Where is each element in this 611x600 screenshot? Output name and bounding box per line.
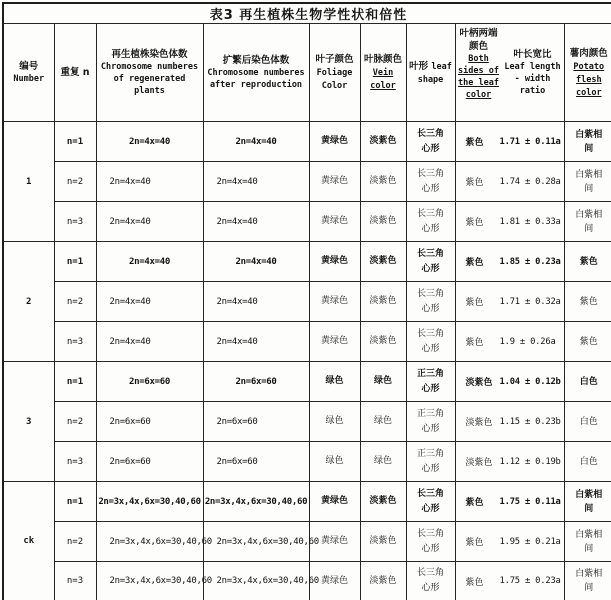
vein-color-cell: 淡紫色: [360, 482, 406, 522]
petiole-ratio-cell: [455, 282, 564, 322]
col-header-ratio-en: Leaf length - width ratio: [504, 62, 561, 96]
regen-chromosome-cell: 2n=3x,4x,6x=30,40,60: [96, 562, 203, 600]
flesh-color-cell: 白紫相间: [564, 202, 611, 242]
flesh-color-cell: 白色: [564, 362, 611, 402]
col-header-expand-en1: Chromosome numberes: [207, 68, 305, 78]
repeat-cell: n=2: [54, 162, 96, 202]
col-header-regen-chromosome: [96, 24, 203, 122]
expand-chromosome-cell: 2n=3x,4x,6x=30,40,60: [203, 522, 309, 562]
ratio-value: 1.04 ± 0.12b: [499, 376, 561, 387]
regen-chromosome-cell: 2n=4x=40: [96, 202, 203, 242]
regen-chromosome-cell: 2n=6x=60: [96, 402, 203, 442]
petiole-ratio-cell: [455, 562, 564, 600]
regen-chromosome-cell: 2n=6x=60: [96, 442, 203, 482]
table-row: [3, 522, 611, 562]
petiole-ratio-cell: [455, 162, 564, 202]
col-header-repeat-zh: 重复 n: [60, 67, 90, 78]
foliage-color-cell: 黄绿色: [309, 202, 360, 242]
foliage-color-cell: 绿色: [309, 442, 360, 482]
petiole-color-value: 紫色: [465, 258, 484, 268]
col-header-shape-en: leaf shape: [417, 61, 452, 85]
table-row: [3, 402, 611, 442]
table-row: [3, 162, 611, 202]
foliage-color-cell: 黄绿色: [309, 322, 360, 362]
col-header-foliage: [309, 24, 360, 122]
regen-chromosome-cell: 2n=3x,4x,6x=30,40,60: [96, 482, 203, 522]
petiole-ratio-cell: [455, 242, 564, 282]
col-header-number-zh: 编号: [19, 61, 39, 72]
group-id-cell: 3: [3, 362, 54, 482]
expand-chromosome-cell: 2n=6x=60: [203, 442, 309, 482]
leaf-shape-cell: 长三角 心形: [406, 282, 455, 322]
vein-color-cell: 淡紫色: [360, 122, 406, 162]
vein-color-cell: 绿色: [360, 362, 406, 402]
petiole-color-value: 淡紫色: [465, 378, 493, 388]
expand-chromosome-cell: 2n=4x=40: [203, 322, 309, 362]
table-row: [3, 202, 611, 242]
foliage-color-cell: 黄绿色: [309, 282, 360, 322]
petiole-color-value: 紫色: [465, 538, 484, 548]
ratio-value: 1.71 ± 0.11a: [499, 136, 561, 147]
group-id-cell: 2: [3, 242, 54, 362]
table-row: [3, 362, 611, 402]
col-header-regen-en2: of regenerated plants: [113, 74, 186, 96]
leaf-shape-cell: 长三角 心形: [406, 322, 455, 362]
vein-color-cell: 绿色: [360, 402, 406, 442]
foliage-color-cell: 黄绿色: [309, 482, 360, 522]
petiole-color-value: 紫色: [465, 178, 484, 188]
col-header-regen-en1: Chromosome numberes: [100, 62, 199, 72]
foliage-color-cell: 黄绿色: [309, 122, 360, 162]
flesh-color-cell: 白紫相间: [564, 482, 611, 522]
col-header-petiole-zh: 叶柄两端颜色: [459, 28, 498, 52]
repeat-cell: n=3: [54, 562, 96, 600]
flesh-color-cell: 白色: [564, 402, 611, 442]
leaf-shape-cell: 正三角 心形: [406, 362, 455, 402]
expand-chromosome-cell: 2n=4x=40: [203, 282, 309, 322]
vein-color-cell: 淡紫色: [360, 162, 406, 202]
petiole-ratio-cell: [455, 522, 564, 562]
expand-chromosome-cell: 2n=3x,4x,6x=30,40,60: [203, 562, 309, 600]
expand-chromosome-cell: 2n=6x=60: [203, 402, 309, 442]
regen-chromosome-cell: 2n=4x=40: [96, 162, 203, 202]
table-row: [3, 242, 611, 282]
col-header-repeat: [54, 24, 96, 122]
petiole-color-value: 紫色: [465, 298, 484, 308]
table-row: [3, 482, 611, 522]
repeat-cell: n=2: [54, 402, 96, 442]
regen-chromosome-cell: 2n=4x=40: [96, 282, 203, 322]
leaf-shape-cell: 正三角 心形: [406, 402, 455, 442]
ratio-value: 1.12 ± 0.19b: [499, 456, 561, 467]
ratio-value: 1.74 ± 0.28a: [499, 176, 561, 187]
expand-chromosome-cell: 2n=3x,4x,6x=30,40,60: [203, 482, 309, 522]
ratio-value: 1.9 ± 0.26a: [499, 336, 556, 347]
ratio-value: 1.85 ± 0.23a: [499, 256, 561, 267]
group-id-cell: 1: [3, 122, 54, 242]
leaf-shape-cell: 长三角 心形: [406, 562, 455, 600]
ratio-value: 1.95 ± 0.21a: [499, 536, 561, 547]
vein-color-cell: 淡紫色: [360, 202, 406, 242]
foliage-color-cell: 绿色: [309, 402, 360, 442]
col-header-foliage-en: Foliage Color: [316, 68, 353, 91]
petiole-color-value: 紫色: [465, 218, 484, 228]
flesh-color-cell: 白紫相间: [564, 522, 611, 562]
col-header-vein-zh: 叶脉颜色: [363, 54, 402, 65]
col-header-number-en: Number: [13, 74, 45, 84]
vein-color-cell: 淡紫色: [360, 322, 406, 362]
title-row: [3, 3, 611, 24]
flesh-color-cell: 白紫相间: [564, 122, 611, 162]
col-header-ratio-zh: 叶长宽比: [513, 49, 552, 60]
repeat-cell: n=3: [54, 322, 96, 362]
petiole-color-value: 紫色: [465, 577, 484, 588]
flesh-color-cell: 白紫相间: [564, 162, 611, 202]
group-id-cell: ck: [3, 482, 54, 600]
col-header-foliage-zh: 叶子颜色: [315, 54, 354, 65]
ratio-value: 1.75 ± 0.11a: [499, 496, 561, 507]
repeat-cell: n=2: [54, 282, 96, 322]
vein-color-cell: 淡紫色: [360, 562, 406, 600]
regen-chromosome-cell: 2n=4x=40: [96, 322, 203, 362]
petiole-ratio-cell: [455, 362, 564, 402]
petiole-ratio-cell: [455, 322, 564, 362]
flesh-color-cell: 白紫相间: [564, 562, 611, 600]
expand-chromosome-cell: 2n=4x=40: [203, 162, 309, 202]
leaf-shape-cell: 长三角 心形: [406, 242, 455, 282]
foliage-color-cell: 黄绿色: [309, 562, 360, 600]
col-header-leaf-shape: [406, 24, 455, 122]
col-header-petiole-en: Both sides of the leaf color: [458, 54, 499, 100]
petiole-ratio-cell: [455, 122, 564, 162]
leaf-shape-cell: 长三角 心形: [406, 162, 455, 202]
ratio-value: 1.75 ± 0.23a: [499, 576, 561, 587]
col-header-petiole-and-ratio: [455, 24, 564, 122]
flesh-color-cell: 紫色: [564, 242, 611, 282]
repeat-cell: n=2: [54, 522, 96, 562]
petiole-ratio-cell: [455, 202, 564, 242]
col-header-ratio: [502, 24, 564, 121]
repeat-cell: n=1: [54, 482, 96, 522]
foliage-color-cell: 黄绿色: [309, 522, 360, 562]
col-header-number: [3, 24, 54, 122]
leaf-shape-cell: 长三角 心形: [406, 122, 455, 162]
petiole-color-value: 紫色: [465, 498, 484, 508]
expand-chromosome-cell: 2n=6x=60: [203, 362, 309, 402]
col-header-flesh: [564, 24, 611, 122]
flesh-color-cell: 紫色: [564, 322, 611, 362]
table-row: [3, 282, 611, 322]
col-header-vein-en: Vein color: [370, 68, 396, 91]
vein-color-cell: 淡紫色: [360, 282, 406, 322]
foliage-color-cell: 黄绿色: [309, 242, 360, 282]
col-header-shape-zh: 叶形: [409, 60, 429, 72]
petiole-color-value: 紫色: [465, 138, 484, 148]
regen-chromosome-cell: 2n=3x,4x,6x=30,40,60: [96, 522, 203, 562]
expand-chromosome-cell: 2n=4x=40: [203, 242, 309, 282]
table-row: [3, 322, 611, 362]
biology-traits-table: [2, 2, 611, 600]
expand-chromosome-cell: 2n=4x=40: [203, 122, 309, 162]
leaf-shape-cell: 正三角 心形: [406, 442, 455, 482]
col-header-vein: [360, 24, 406, 122]
petiole-color-value: 紫色: [465, 338, 484, 348]
foliage-color-cell: 黄绿色: [309, 162, 360, 202]
regen-chromosome-cell: 2n=4x=40: [96, 242, 203, 282]
header-row: [3, 24, 611, 122]
foliage-color-cell: 绿色: [309, 362, 360, 402]
table-title: 表3 再生植株生物学性状和倍性: [3, 3, 611, 24]
col-header-flesh-zh: 薯肉颜色: [569, 47, 608, 59]
table-row: [3, 562, 611, 600]
repeat-cell: n=1: [54, 362, 96, 402]
leaf-shape-cell: 长三角 心形: [406, 482, 455, 522]
col-header-flesh-en: Potato flesh color: [573, 61, 605, 98]
repeat-cell: n=3: [54, 442, 96, 482]
vein-color-cell: 绿色: [360, 442, 406, 482]
regen-chromosome-cell: 2n=4x=40: [96, 122, 203, 162]
expand-chromosome-cell: 2n=4x=40: [203, 202, 309, 242]
petiole-color-value: 淡紫色: [465, 418, 493, 428]
leaf-shape-cell: 长三角 心形: [406, 202, 455, 242]
col-header-petiole: [456, 24, 502, 121]
petiole-color-value: 淡紫色: [465, 458, 493, 468]
vein-color-cell: 淡紫色: [360, 242, 406, 282]
regen-chromosome-cell: 2n=6x=60: [96, 362, 203, 402]
col-header-expand-zh: 扩繁后染色体数: [222, 55, 290, 66]
petiole-ratio-cell: [455, 482, 564, 522]
petiole-ratio-cell: [455, 402, 564, 442]
col-header-regen-zh: 再生植株染色体数: [111, 49, 188, 60]
repeat-cell: n=1: [54, 122, 96, 162]
col-header-expand-chromosome: [203, 24, 309, 122]
ratio-value: 1.71 ± 0.32a: [499, 296, 561, 307]
table-row: [3, 122, 611, 162]
repeat-cell: n=1: [54, 242, 96, 282]
flesh-color-cell: 白色: [564, 442, 611, 482]
ratio-value: 1.15 ± 0.23b: [499, 416, 561, 427]
flesh-color-cell: 紫色: [564, 282, 611, 322]
repeat-cell: n=3: [54, 202, 96, 242]
table-row: [3, 442, 611, 482]
vein-color-cell: 淡紫色: [360, 522, 406, 562]
petiole-ratio-cell: [455, 442, 564, 482]
col-header-expand-en2: after reproduction: [209, 80, 303, 90]
leaf-shape-cell: 长三角 心形: [406, 522, 455, 562]
ratio-value: 1.81 ± 0.33a: [499, 216, 561, 227]
